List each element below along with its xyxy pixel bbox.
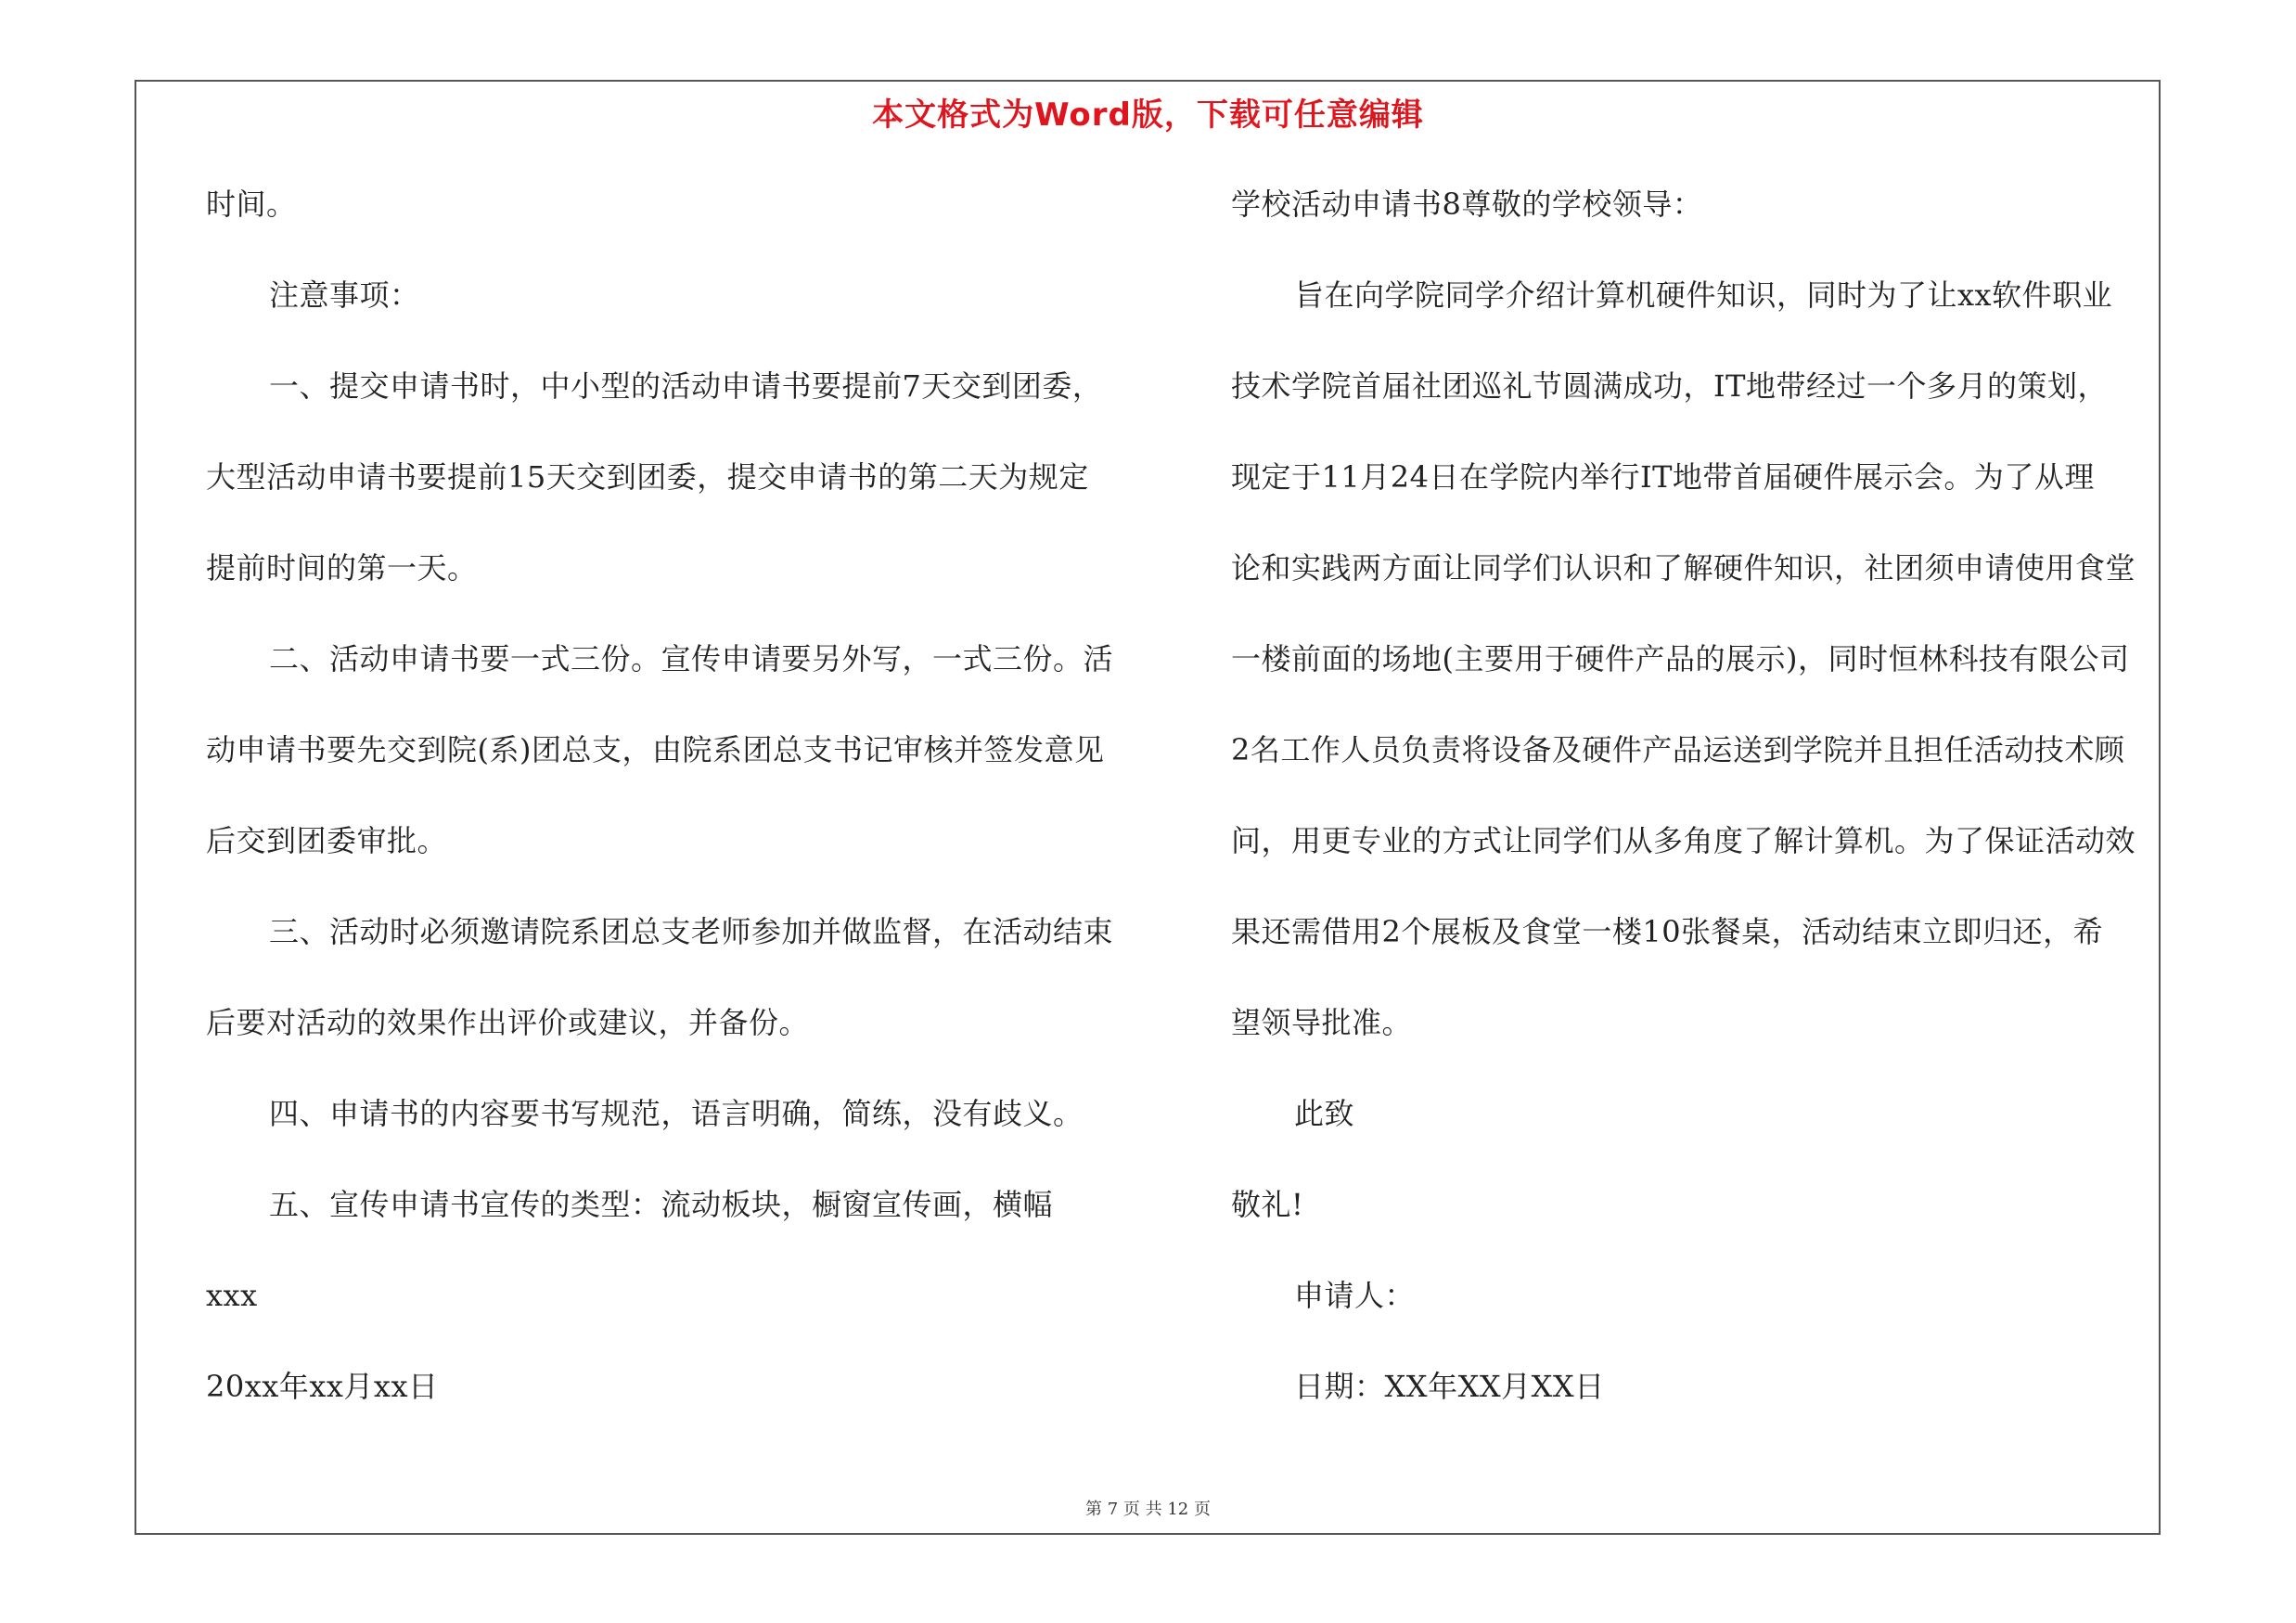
signature-date: 20xx年xx月xx日	[206, 1369, 439, 1404]
text-line: 二、活动申请书要一式三份。宣传申请要另外写，一式三份。活	[269, 641, 1114, 676]
format-notice-banner: 本文格式为Word版，下载可任意编辑	[872, 97, 1424, 134]
text-line: 果还需借用2个展板及食堂一楼10张餐桌，活动结束立即归还，希	[1231, 914, 2104, 949]
text-line: 大型活动申请书要提前15天交到团委，提交申请书的第二天为规定	[206, 459, 1089, 495]
text-line: 后交到团委审批。	[206, 823, 448, 858]
signature-name: xxx	[206, 1278, 258, 1313]
text-line: 注意事项：	[269, 277, 420, 313]
page-number-footer: 第 7 页 共 12 页	[1085, 1500, 1211, 1519]
text-line: 四、申请书的内容要书写规范，语言明确，简练，没有歧义。	[269, 1096, 1084, 1131]
text-line: 五、宣传申请书宣传的类型：流动板块，橱窗宣传画，横幅	[269, 1187, 1054, 1222]
text-line: 技术学院首届社团巡礼节圆满成功，IT地带经过一个多月的策划，	[1231, 368, 2108, 404]
text-line: 一、提交申请书时，中小型的活动申请书要提前7天交到团委，	[269, 368, 1103, 404]
text-line: 三、活动时必须邀请院系团总支老师参加并做监督，在活动结束	[269, 914, 1114, 949]
text-line: 后要对活动的效果作出评价或建议，并备份。	[206, 1005, 810, 1040]
closing-salutation: 敬礼!	[1231, 1187, 1304, 1222]
text-line: 学校活动申请书8尊敬的学校领导：	[1231, 187, 1703, 222]
text-line: 时间。	[206, 187, 297, 222]
text-line: 问，用更专业的方式让同学们从多角度了解计算机。为了保证活动效	[1231, 823, 2136, 858]
text-line: 望领导批准。	[1231, 1005, 1413, 1040]
text-line: 现定于11月24日在学院内举行IT地带首届硬件展示会。为了从理	[1231, 459, 2095, 495]
applicant-label: 申请人：	[1294, 1278, 1416, 1313]
closing-line: 此致	[1294, 1096, 1355, 1131]
text-line: 论和实践两方面让同学们认识和了解硬件知识，社团须申请使用食堂	[1231, 550, 2136, 586]
text-line: 2名工作人员负责将设备及硬件产品运送到学院并且担任活动技术顾	[1231, 732, 2125, 767]
text-line: 一楼前面的场地(主要用于硬件产品的展示)，同时恒林科技有限公司	[1231, 641, 2130, 676]
text-line: 提前时间的第一天。	[206, 550, 478, 586]
text-line: 旨在向学院同学介绍计算机硬件知识，同时为了让xx软件职业	[1294, 277, 2113, 313]
date-label: 日期：XX年XX月XX日	[1294, 1369, 1605, 1404]
text-line: 动申请书要先交到院(系)团总支，由院系团总支书记审核并签发意见	[206, 732, 1105, 767]
